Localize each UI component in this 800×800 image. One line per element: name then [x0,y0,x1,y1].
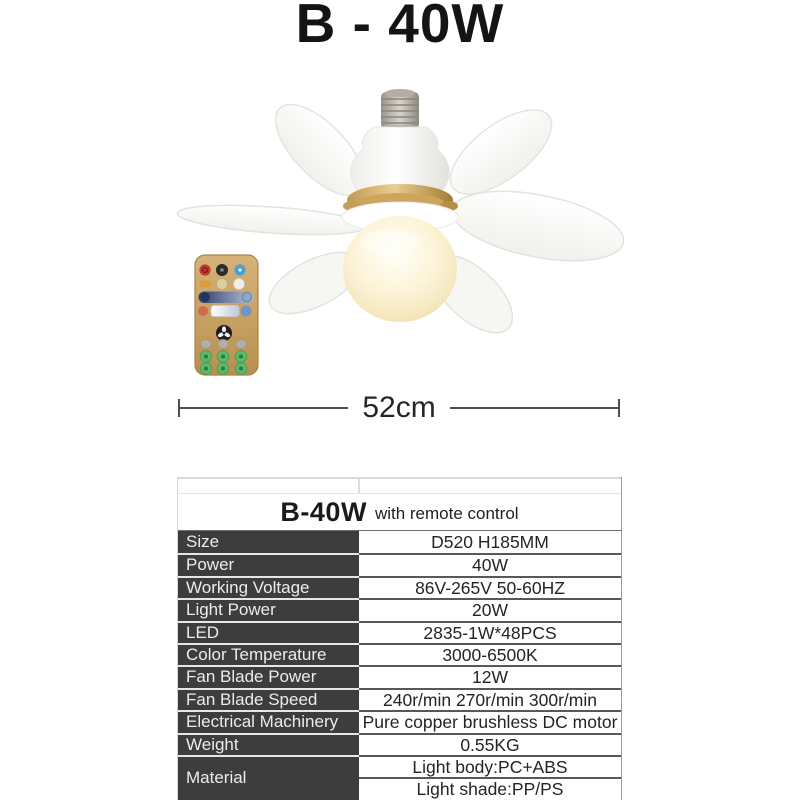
dimension-tick-right [618,399,620,417]
spec-value: 240r/min 270r/min 300r/min [359,688,621,710]
remote-cool-button [241,306,252,317]
spec-row-color-temperature [178,643,621,665]
spec-label: Electrical Machinery [178,710,359,732]
spec-value: 2835-1W*48PCS [359,621,621,643]
spec-value: 12W [359,665,621,687]
spec-label: Working Voltage [178,576,359,598]
spec-row-electrical-machinery [178,710,621,732]
remote-color-slider [211,306,239,317]
light-dome [343,216,457,322]
spec-value: D520 H185MM [359,531,621,553]
spec-row-led [178,621,621,643]
spec-model-suffix: with remote control [374,504,519,523]
dimension-label: 52cm [362,391,436,424]
spec-label: Light Power [178,598,359,620]
spec-model-name: B-40W [280,496,367,527]
dimension-line-right [450,407,618,409]
spec-row-fan-blade-power [178,665,621,687]
spec-value: 86V-265V 50-60HZ [359,576,621,598]
spec-row-material [178,755,621,800]
remote-green-buttons [200,351,247,375]
spec-label: Size [178,531,359,553]
spec-label: Fan Blade Speed [178,688,359,710]
spec-table-top-strip [178,477,621,494]
spec-label: LED [178,621,359,643]
remote-control [195,255,258,375]
spec-value: 3000-6500K [359,643,621,665]
spec-row-working-voltage [178,576,621,598]
spec-row-weight [178,733,621,755]
spec-row-size [178,531,621,553]
spec-value: Light body:PC+ABS [359,755,621,777]
remote-orange-button [199,281,211,288]
spec-row-power [178,553,621,575]
spec-value: Pure copper brushless DC motor [359,710,621,732]
spec-material-values [359,755,621,800]
dimension-indicator [178,392,620,424]
remote-white-button [233,278,244,289]
remote-gray-buttons [200,339,246,348]
fan-blade-left [176,200,367,239]
remote-khaki-button [216,278,227,289]
spec-value: 20W [359,598,621,620]
dimension-line-left [180,407,348,409]
spec-row-fan-blade-speed [178,688,621,710]
spec-table [177,477,622,800]
spec-value: 0.55KG [359,733,621,755]
remote-power-button [199,264,210,275]
spec-value: 40W [359,553,621,575]
spec-label: Material [178,755,359,800]
remote-fan-button [216,325,232,341]
spec-table-header [178,494,621,531]
spec-label: Weight [178,733,359,755]
remote-warm-button [198,306,208,316]
spec-label: Fan Blade Power [178,665,359,687]
e27-screw-base-icon [381,89,419,133]
spec-table-top-divider [358,479,360,493]
spec-label: Color Temperature [178,643,359,665]
spec-row-light-power [178,598,621,620]
spec-value: Light shade:PP/PS [359,777,621,799]
page-title: B - 40W [295,0,505,54]
spec-label: Power [178,553,359,575]
